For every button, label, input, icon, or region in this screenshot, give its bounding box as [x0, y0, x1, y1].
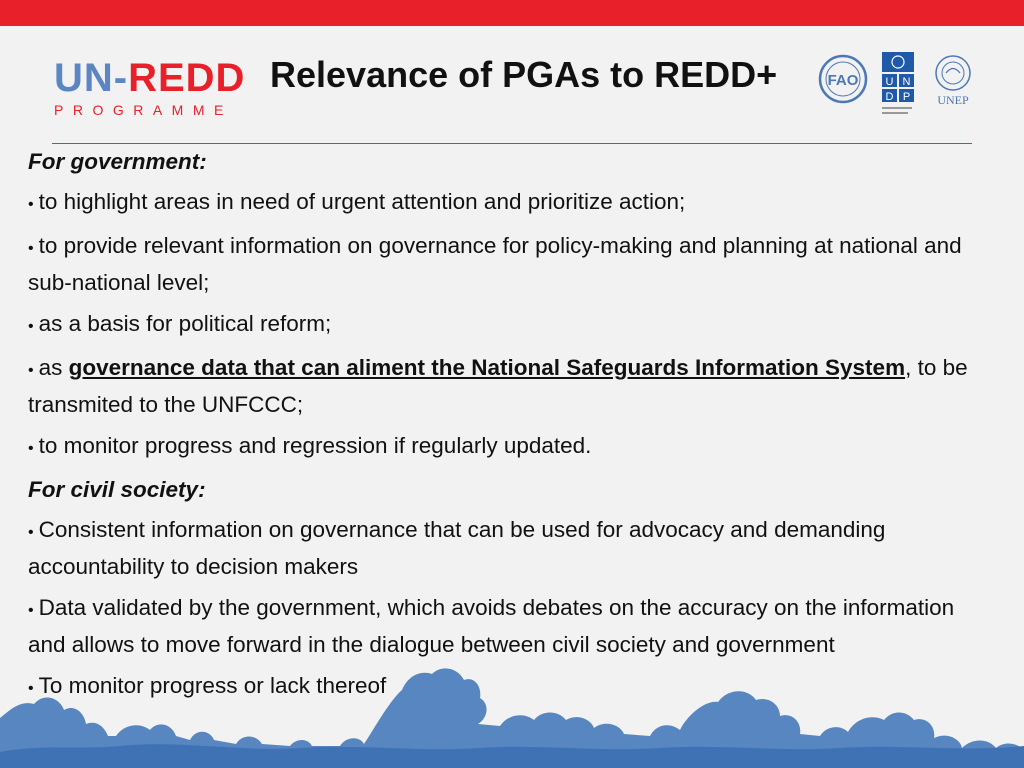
list-item-text: to provide relevant information on governance for policy-making and planning at national and sub-national level;	[28, 233, 962, 295]
unep-logo-icon	[936, 56, 970, 107]
list-item	[28, 185, 988, 222]
government-list	[28, 185, 988, 466]
undp-letter-n: N	[902, 76, 911, 88]
government-heading: For government:	[28, 149, 207, 174]
list-item-text: to highlight areas in need of urgent attention and prioritize action;	[38, 189, 686, 214]
un-redd-logo	[54, 58, 245, 118]
list-item-text: Consistent information on governance that can be used for advocacy and demanding accountability to decision makers	[28, 517, 886, 579]
bullet-icon: •	[28, 318, 34, 335]
undp-letter-p: P	[902, 91, 911, 103]
bullet-icon: •	[28, 602, 34, 619]
slide-content	[28, 145, 988, 713]
bullet-icon: •	[28, 196, 34, 213]
partner-logos	[818, 52, 978, 127]
list-item-text: Data validated by the government, which avoids debates on the accuracy on the information and allows to move forward in the dialogue between civil society and government	[28, 595, 955, 657]
logo-un-text: UN-	[54, 56, 129, 100]
fao-logo-icon	[820, 56, 866, 102]
civil-society-heading: For civil society:	[28, 477, 206, 502]
bullet-icon: •	[28, 240, 34, 257]
forest-silhouette	[0, 640, 1024, 768]
bullet-icon: •	[28, 440, 34, 457]
top-accent-bar	[0, 0, 1024, 26]
undp-logo-icon	[882, 52, 914, 114]
list-item-suffix: , to be transmited to the UNFCCC;	[28, 355, 968, 417]
logo-wordmark	[54, 58, 245, 98]
slide-title: Relevance of PGAs to REDD+	[270, 54, 778, 95]
list-item-prefix: as	[38, 355, 69, 380]
undp-letter-u: U	[885, 76, 894, 88]
list-item	[28, 351, 988, 422]
logo-redd-text: REDD	[128, 56, 246, 100]
undp-letter-d: D	[885, 91, 894, 103]
unep-logo-text: UNEP	[937, 93, 969, 107]
bullet-icon: •	[28, 524, 34, 541]
bullet-icon: •	[28, 362, 34, 379]
logo-programme-text: PROGRAMME	[54, 102, 233, 118]
list-item-text: To monitor progress or lack thereof	[38, 673, 387, 698]
bullet-icon: •	[28, 680, 34, 697]
list-item-text: to monitor progress and regression if regularly updated.	[38, 433, 592, 458]
list-item	[28, 307, 988, 344]
list-item	[28, 229, 988, 300]
list-item	[28, 513, 988, 584]
header-divider	[52, 143, 972, 144]
safeguards-highlight: governance data that can aliment the National Safeguards Information System	[68, 355, 906, 380]
fao-logo-text: FAO	[827, 72, 859, 89]
list-item	[28, 429, 988, 466]
list-item-text: as a basis for political reform;	[38, 311, 332, 336]
